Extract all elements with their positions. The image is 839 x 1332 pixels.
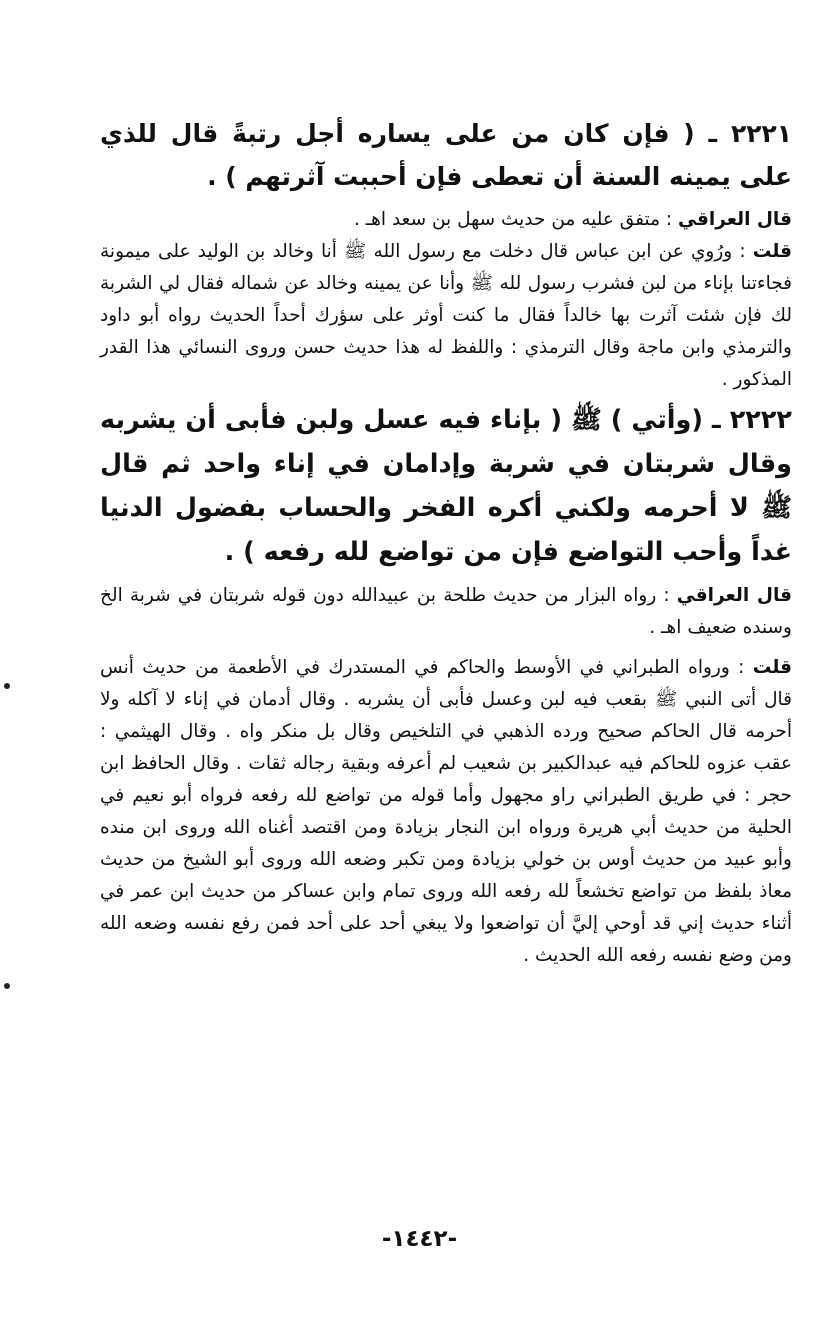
iraqi-label: قال العراقي bbox=[676, 585, 793, 606]
margin-dot-mark bbox=[4, 983, 10, 989]
margin-dot-mark bbox=[4, 683, 10, 689]
page-number: -١٤٤٢- bbox=[381, 1226, 458, 1252]
qult-commentary-2222 bbox=[100, 652, 792, 972]
page-body bbox=[100, 112, 792, 972]
iraqi-text: : رواه البزار من حديث طلحة بن عبيدالله دون قوله شربتان في شربة الخ وسنده ضعيف اهـ . bbox=[100, 585, 792, 638]
iraqi-label: قال العراقي bbox=[678, 209, 792, 230]
qult-label: قلت bbox=[752, 241, 792, 262]
iraqi-commentary-2221 bbox=[100, 204, 792, 236]
qult-text: : ورُوي عن ابن عباس قال دخلت مع رسول الله ﷺ أنا وخالد بن الوليد على ميمونة فجاءتنا بإناء من لبن فشرب رسول لله ﷺ وأنا عن يمينه وخالد عن شماله فقال لي الشربة لك فإن شئت آثرت بها خالداً فقال ما كنت أوثر على سؤرك أحداً الحديث رواه أبو داود والترمذي وابن ماجة وقال الترمذي : واللفظ له هذا حديث حسن وروى النسائي هذا القدر المذكور . bbox=[100, 241, 792, 390]
hadith-2221: ٢٢٢١ ـ ( فإن كان من على يساره أجل رتبةً قال للذي على يمينه السنة أن تعطى فإن أحببت آثرتهم ) . bbox=[100, 119, 792, 191]
qult-commentary-2221 bbox=[100, 236, 792, 396]
qult-text: : ورواه الطبراني في الأوسط والحاكم في المستدرك في الأطعمة من حديث أنس قال أتى النبي ﷺ بقعب فيه لبن وعسل فأبى أن يشربه . وقال أدمان في إناء لا آكله ولا أحرمه قال الحاكم صحيح ورده الذهبي في التلخيص وقال بل منكر واه . وقال الهيثمي : عقب عزوه للحاكم فيه عبدالكبير بن شعيب لم أعرفه وبقية رجاله ثقات . وقال الحافظ ابن حجر : في طريق الطبراني راو مجهول وأما قوله من تواضع لله رفعه فرواه أبو نعيم في الحلية من حديث أبي هريرة ورواه ابن النجار بزيادة ومن اقتصد أغناه الله وروى ابن منده وأبو عبيد من حديث أوس بن خولي بزيادة ومن تكبر وضعه الله وروى أبو الشيخ من حديث معاذ بلفظ من تواضع تخشعاً لله رفعه الله وروى تمام وابن عساكر من حديث ابن عمر في أثناء حديث إني قد أوحي إليَّ أن تواضعوا ولا يبغي أحد على أحد فمن رفع نفسه وضعه الله ومن وضع نفسه رفعه الله الحديث . bbox=[100, 657, 792, 966]
iraqi-text: : متفق عليه من حديث سهل بن سعد اهـ . bbox=[353, 209, 679, 230]
qult-label: قلت bbox=[752, 657, 792, 678]
hadith-2222: ٢٢٢٢ ـ (وأتي ) ﷺ ( بإناء فيه عسل ولبن فأبى أن يشربه وقال شربتان في شربة وإدامان في إناء واحد ثم قال ﷺ لا أحرمه ولكني أكره الفخر والحساب بفضول الدنيا غداً وأحب التواضع فإن من تواضع لله رفعه ) . bbox=[100, 405, 792, 567]
iraqi-commentary-2222 bbox=[100, 580, 792, 644]
